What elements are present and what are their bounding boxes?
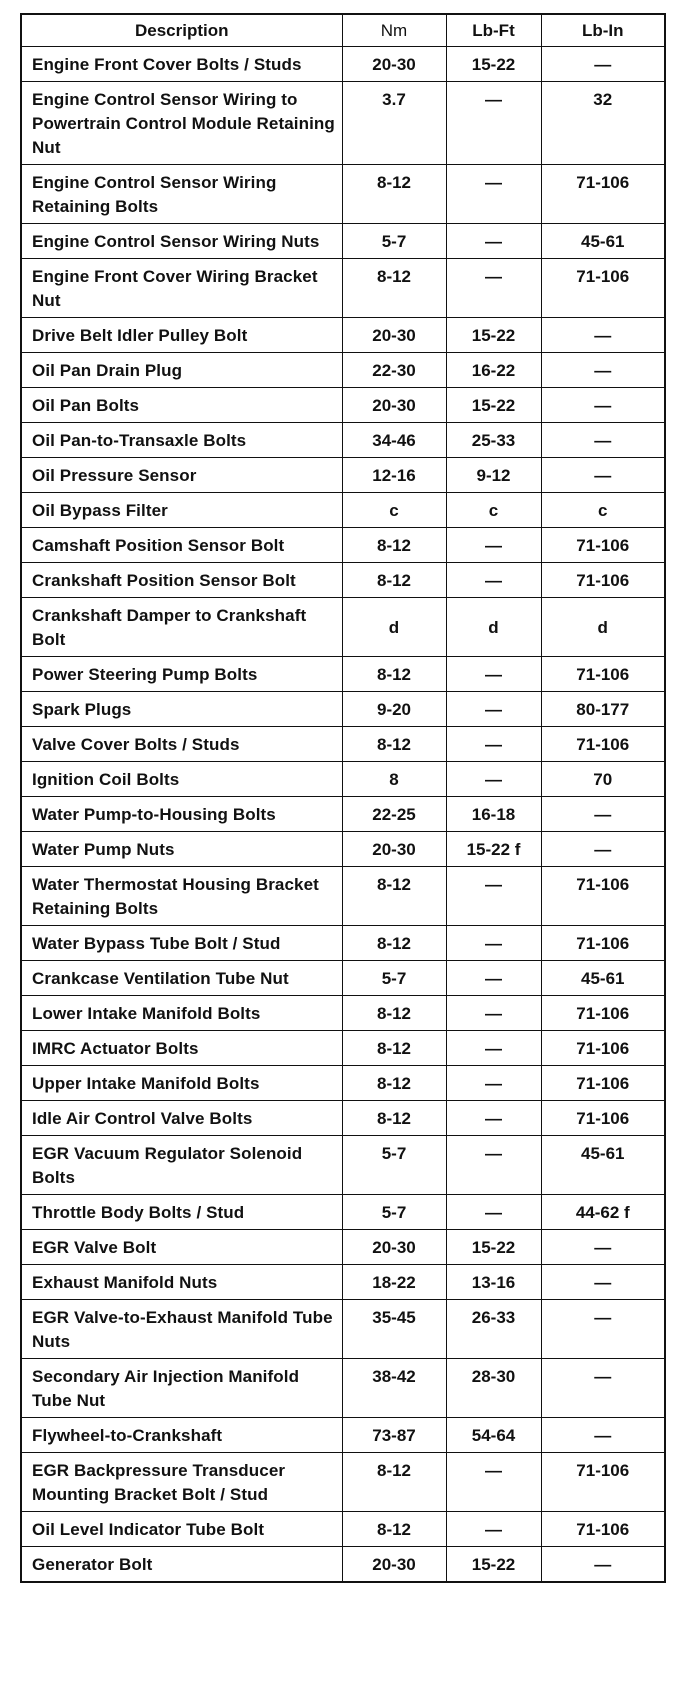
nm-cell: 8-12 xyxy=(342,165,446,224)
lbft-cell: — xyxy=(446,224,541,259)
lbin-cell: — xyxy=(541,47,665,82)
table-row xyxy=(21,224,665,259)
nm-cell: 20-30 xyxy=(342,388,446,423)
lbft-cell: — xyxy=(446,1195,541,1230)
table-row xyxy=(21,388,665,423)
lbin-cell: 71-106 xyxy=(541,727,665,762)
lbin-cell: 71-106 xyxy=(541,1031,665,1066)
table-row xyxy=(21,832,665,867)
lbft-cell: — xyxy=(446,1101,541,1136)
nm-cell: 34-46 xyxy=(342,423,446,458)
table-row xyxy=(21,82,665,165)
nm-cell: 73-87 xyxy=(342,1418,446,1453)
lbin-cell: 71-106 xyxy=(541,528,665,563)
table-row xyxy=(21,1066,665,1101)
description-cell: Valve Cover Bolts / Studs xyxy=(21,727,342,762)
nm-cell: 9-20 xyxy=(342,692,446,727)
lbft-cell: 15-22 xyxy=(446,318,541,353)
description-cell: Engine Front Cover Bolts / Studs xyxy=(21,47,342,82)
nm-cell: 8-12 xyxy=(342,657,446,692)
table-row xyxy=(21,1547,665,1583)
nm-cell: 8-12 xyxy=(342,727,446,762)
nm-cell: 22-25 xyxy=(342,797,446,832)
table-row xyxy=(21,727,665,762)
lbft-cell: — xyxy=(446,1066,541,1101)
description-cell: EGR Valve-to-Exhaust Manifold Tube Nuts xyxy=(21,1300,342,1359)
lbin-cell: 71-106 xyxy=(541,1512,665,1547)
torque-specification-table xyxy=(20,13,666,1583)
table-row xyxy=(21,961,665,996)
lbin-cell: 45-61 xyxy=(541,961,665,996)
nm-cell: 8-12 xyxy=(342,528,446,563)
lbft-cell: c xyxy=(446,493,541,528)
lbft-cell: — xyxy=(446,692,541,727)
lbft-cell: 16-22 xyxy=(446,353,541,388)
lbin-cell: c xyxy=(541,493,665,528)
table-row xyxy=(21,528,665,563)
nm-cell: 5-7 xyxy=(342,1195,446,1230)
table-row xyxy=(21,423,665,458)
table-row xyxy=(21,493,665,528)
description-cell: Engine Control Sensor Wiring Retaining Bolts xyxy=(21,165,342,224)
description-cell: Water Pump Nuts xyxy=(21,832,342,867)
lbft-cell: — xyxy=(446,762,541,797)
description-cell: Upper Intake Manifold Bolts xyxy=(21,1066,342,1101)
description-cell: Oil Pan-to-Transaxle Bolts xyxy=(21,423,342,458)
header-lbft: Lb-Ft xyxy=(446,14,541,47)
lbin-cell: 71-106 xyxy=(541,1453,665,1512)
table-row xyxy=(21,1453,665,1512)
lbft-cell: 15-22 xyxy=(446,1547,541,1583)
description-cell: Oil Pan Drain Plug xyxy=(21,353,342,388)
nm-cell: 20-30 xyxy=(342,1230,446,1265)
lbft-cell: — xyxy=(446,727,541,762)
lbin-cell: — xyxy=(541,318,665,353)
lbft-cell: — xyxy=(446,1031,541,1066)
lbin-cell: 44-62 f xyxy=(541,1195,665,1230)
lbft-cell: — xyxy=(446,996,541,1031)
nm-cell: 22-30 xyxy=(342,353,446,388)
table-row xyxy=(21,1031,665,1066)
description-cell: IMRC Actuator Bolts xyxy=(21,1031,342,1066)
lbin-cell: 71-106 xyxy=(541,867,665,926)
table-row xyxy=(21,657,665,692)
nm-cell: 12-16 xyxy=(342,458,446,493)
lbft-cell: 28-30 xyxy=(446,1359,541,1418)
nm-cell: 18-22 xyxy=(342,1265,446,1300)
lbin-cell: — xyxy=(541,1547,665,1583)
nm-cell: 8-12 xyxy=(342,996,446,1031)
lbin-cell: 45-61 xyxy=(541,224,665,259)
description-cell: Oil Pan Bolts xyxy=(21,388,342,423)
table-row xyxy=(21,1265,665,1300)
description-cell: Water Thermostat Housing Bracket Retaining Bolts xyxy=(21,867,342,926)
nm-cell: d xyxy=(342,598,446,657)
description-cell: EGR Vacuum Regulator Solenoid Bolts xyxy=(21,1136,342,1195)
lbin-cell: 70 xyxy=(541,762,665,797)
table-row xyxy=(21,1195,665,1230)
lbin-cell: — xyxy=(541,832,665,867)
lbft-cell: — xyxy=(446,926,541,961)
description-cell: Engine Control Sensor Wiring Nuts xyxy=(21,224,342,259)
lbin-cell: — xyxy=(541,1230,665,1265)
nm-cell: 20-30 xyxy=(342,832,446,867)
table-row xyxy=(21,598,665,657)
header-row xyxy=(21,14,665,47)
lbft-cell: 54-64 xyxy=(446,1418,541,1453)
nm-cell: 8 xyxy=(342,762,446,797)
table-row xyxy=(21,1300,665,1359)
nm-cell: 8-12 xyxy=(342,563,446,598)
nm-cell: 8-12 xyxy=(342,926,446,961)
lbft-cell: 16-18 xyxy=(446,797,541,832)
table-header xyxy=(21,14,665,47)
header-description: Description xyxy=(21,14,342,47)
description-cell: Lower Intake Manifold Bolts xyxy=(21,996,342,1031)
table-row xyxy=(21,353,665,388)
lbin-cell: 32 xyxy=(541,82,665,165)
lbft-cell: d xyxy=(446,598,541,657)
description-cell: Power Steering Pump Bolts xyxy=(21,657,342,692)
table-row xyxy=(21,1359,665,1418)
lbft-cell: — xyxy=(446,867,541,926)
table-row xyxy=(21,458,665,493)
nm-cell: c xyxy=(342,493,446,528)
description-cell: Camshaft Position Sensor Bolt xyxy=(21,528,342,563)
nm-cell: 8-12 xyxy=(342,1101,446,1136)
header-lbin: Lb-In xyxy=(541,14,665,47)
lbin-cell: — xyxy=(541,423,665,458)
lbft-cell: — xyxy=(446,259,541,318)
nm-cell: 20-30 xyxy=(342,1547,446,1583)
nm-cell: 38-42 xyxy=(342,1359,446,1418)
table-row xyxy=(21,926,665,961)
lbft-cell: 25-33 xyxy=(446,423,541,458)
lbft-cell: — xyxy=(446,961,541,996)
lbft-cell: — xyxy=(446,1136,541,1195)
lbin-cell: — xyxy=(541,1300,665,1359)
lbft-cell: 13-16 xyxy=(446,1265,541,1300)
description-cell: EGR Backpressure Transducer Mounting Bracket Bolt / Stud xyxy=(21,1453,342,1512)
lbft-cell: — xyxy=(446,563,541,598)
table-row xyxy=(21,563,665,598)
lbin-cell: — xyxy=(541,1359,665,1418)
lbin-cell: 71-106 xyxy=(541,657,665,692)
lbin-cell: — xyxy=(541,1265,665,1300)
lbin-cell: 45-61 xyxy=(541,1136,665,1195)
nm-cell: 8-12 xyxy=(342,1066,446,1101)
table-row xyxy=(21,1101,665,1136)
description-cell: Water Pump-to-Housing Bolts xyxy=(21,797,342,832)
description-cell: Exhaust Manifold Nuts xyxy=(21,1265,342,1300)
description-cell: Ignition Coil Bolts xyxy=(21,762,342,797)
description-cell: Crankshaft Damper to Crankshaft Bolt xyxy=(21,598,342,657)
nm-cell: 5-7 xyxy=(342,961,446,996)
description-cell: Flywheel-to-Crankshaft xyxy=(21,1418,342,1453)
lbft-cell: 9-12 xyxy=(446,458,541,493)
nm-cell: 20-30 xyxy=(342,47,446,82)
nm-cell: 35-45 xyxy=(342,1300,446,1359)
description-cell: Oil Level Indicator Tube Bolt xyxy=(21,1512,342,1547)
nm-cell: 8-12 xyxy=(342,1031,446,1066)
nm-cell: 5-7 xyxy=(342,224,446,259)
description-cell: Drive Belt Idler Pulley Bolt xyxy=(21,318,342,353)
description-cell: Oil Pressure Sensor xyxy=(21,458,342,493)
table-row xyxy=(21,996,665,1031)
table-row xyxy=(21,1418,665,1453)
description-cell: Throttle Body Bolts / Stud xyxy=(21,1195,342,1230)
lbin-cell: 71-106 xyxy=(541,1101,665,1136)
description-cell: Water Bypass Tube Bolt / Stud xyxy=(21,926,342,961)
description-cell: Generator Bolt xyxy=(21,1547,342,1583)
table-row xyxy=(21,165,665,224)
lbft-cell: — xyxy=(446,1512,541,1547)
lbft-cell: — xyxy=(446,528,541,563)
lbin-cell: — xyxy=(541,388,665,423)
nm-cell: 3.7 xyxy=(342,82,446,165)
lbft-cell: — xyxy=(446,657,541,692)
lbft-cell: — xyxy=(446,1453,541,1512)
description-cell: Crankcase Ventilation Tube Nut xyxy=(21,961,342,996)
nm-cell: 8-12 xyxy=(342,259,446,318)
table-row xyxy=(21,762,665,797)
table-row xyxy=(21,1136,665,1195)
lbin-cell: 71-106 xyxy=(541,563,665,598)
lbin-cell: 80-177 xyxy=(541,692,665,727)
lbin-cell: 71-106 xyxy=(541,1066,665,1101)
lbin-cell: d xyxy=(541,598,665,657)
lbin-cell: — xyxy=(541,1418,665,1453)
lbft-cell: 15-22 f xyxy=(446,832,541,867)
table-row xyxy=(21,1512,665,1547)
table-row xyxy=(21,867,665,926)
description-cell: Oil Bypass Filter xyxy=(21,493,342,528)
lbin-cell: 71-106 xyxy=(541,259,665,318)
lbft-cell: 15-22 xyxy=(446,388,541,423)
lbft-cell: — xyxy=(446,165,541,224)
table-row xyxy=(21,797,665,832)
lbft-cell: 15-22 xyxy=(446,1230,541,1265)
description-cell: EGR Valve Bolt xyxy=(21,1230,342,1265)
lbin-cell: 71-106 xyxy=(541,996,665,1031)
lbft-cell: — xyxy=(446,82,541,165)
description-cell: Engine Front Cover Wiring Bracket Nut xyxy=(21,259,342,318)
nm-cell: 5-7 xyxy=(342,1136,446,1195)
nm-cell: 8-12 xyxy=(342,1512,446,1547)
header-nm: Nm xyxy=(342,14,446,47)
lbft-cell: 15-22 xyxy=(446,47,541,82)
lbin-cell: — xyxy=(541,353,665,388)
description-cell: Idle Air Control Valve Bolts xyxy=(21,1101,342,1136)
table-row xyxy=(21,47,665,82)
lbin-cell: 71-106 xyxy=(541,926,665,961)
lbin-cell: — xyxy=(541,458,665,493)
nm-cell: 8-12 xyxy=(342,867,446,926)
table-row xyxy=(21,318,665,353)
lbft-cell: 26-33 xyxy=(446,1300,541,1359)
lbin-cell: — xyxy=(541,797,665,832)
table-body xyxy=(21,47,665,1583)
description-cell: Secondary Air Injection Manifold Tube Nut xyxy=(21,1359,342,1418)
table-row xyxy=(21,692,665,727)
description-cell: Engine Control Sensor Wiring to Powertrain Control Module Retaining Nut xyxy=(21,82,342,165)
lbin-cell: 71-106 xyxy=(541,165,665,224)
description-cell: Crankshaft Position Sensor Bolt xyxy=(21,563,342,598)
table-row xyxy=(21,1230,665,1265)
nm-cell: 20-30 xyxy=(342,318,446,353)
description-cell: Spark Plugs xyxy=(21,692,342,727)
nm-cell: 8-12 xyxy=(342,1453,446,1512)
table-row xyxy=(21,259,665,318)
